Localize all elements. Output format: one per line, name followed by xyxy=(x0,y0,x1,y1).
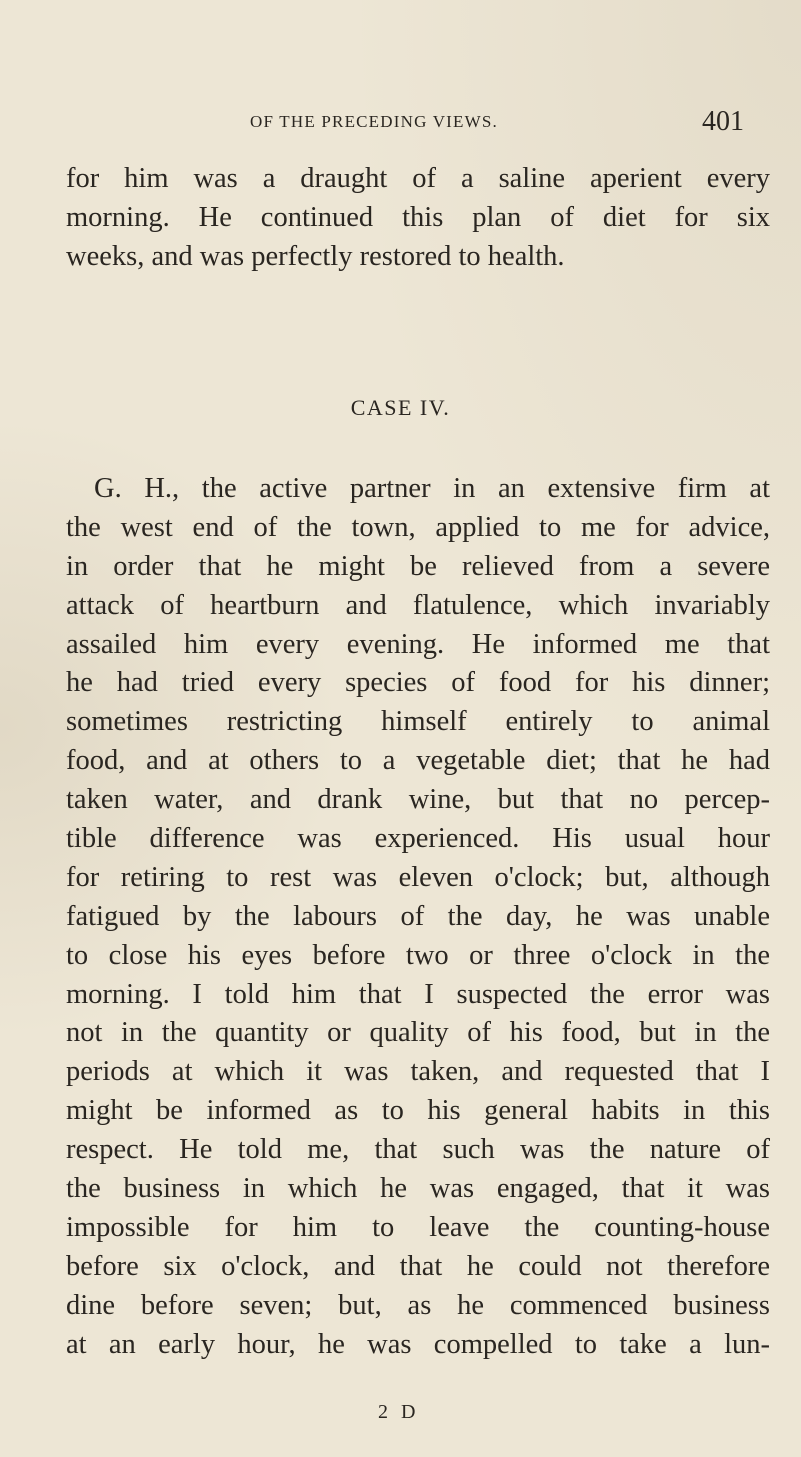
text-line: respect. He told me, that such was the nature of xyxy=(66,1134,770,1166)
paragraph-continued xyxy=(66,160,770,277)
text-line: before six o'clock, and that he could not therefore xyxy=(66,1250,770,1282)
text-line: not in the quantity or quality of his food, but in the xyxy=(66,1017,770,1049)
text-line: might be informed as to his general habits in this xyxy=(66,1095,770,1127)
text-line: G. H., the active partner in an extensive firm at xyxy=(94,473,770,504)
text-line: taken water, and drank wine, but that no percep- xyxy=(66,784,770,816)
text-line: dine before seven; but, as he commenced business xyxy=(66,1289,770,1321)
text-line: for him was a draught of a saline aperient every xyxy=(66,163,770,194)
text-line: to close his eyes before two or three o'clock in the xyxy=(66,939,770,971)
text-line: tible difference was experienced. His usual hour xyxy=(66,823,770,855)
text-line: attack of heartburn and flatulence, which invariably xyxy=(66,589,770,621)
text-line: assailed him every evening. He informed me that xyxy=(66,628,770,660)
text-line: in order that he might be relieved from a severe xyxy=(66,550,770,582)
running-title: OF THE PRECEDING VIEWS. xyxy=(250,112,498,131)
text-line: the west end of the town, applied to me for advice, xyxy=(66,511,770,543)
case-heading: CASE IV. xyxy=(350,395,451,420)
text-line: morning. I told him that I suspected the error was xyxy=(66,978,770,1010)
signature-mark: 2 D xyxy=(378,1401,420,1423)
text-line: weeks, and was perfectly restored to health. xyxy=(66,240,565,272)
text-line: at an early hour, he was compelled to take a lun- xyxy=(66,1328,770,1360)
text-line: the business in which he was engaged, that it was xyxy=(66,1173,770,1205)
text-line: fatigued by the labours of the day, he was unable xyxy=(66,900,770,932)
text-line: for retiring to rest was eleven o'clock; but, although xyxy=(66,861,770,893)
text-line: periods at which it was taken, and requested that I xyxy=(66,1056,770,1088)
text-line: impossible for him to leave the counting-house xyxy=(66,1211,770,1243)
text-line: morning. He continued this plan of diet for six xyxy=(66,201,770,233)
text-line: sometimes restricting himself entirely to animal xyxy=(66,706,770,738)
text-line: food, and at others to a vegetable diet; that he had xyxy=(66,745,770,777)
paragraph-case-iv xyxy=(66,470,770,1364)
page-number: 401 xyxy=(702,106,744,137)
text-line: he had tried every species of food for his dinner; xyxy=(66,667,770,699)
